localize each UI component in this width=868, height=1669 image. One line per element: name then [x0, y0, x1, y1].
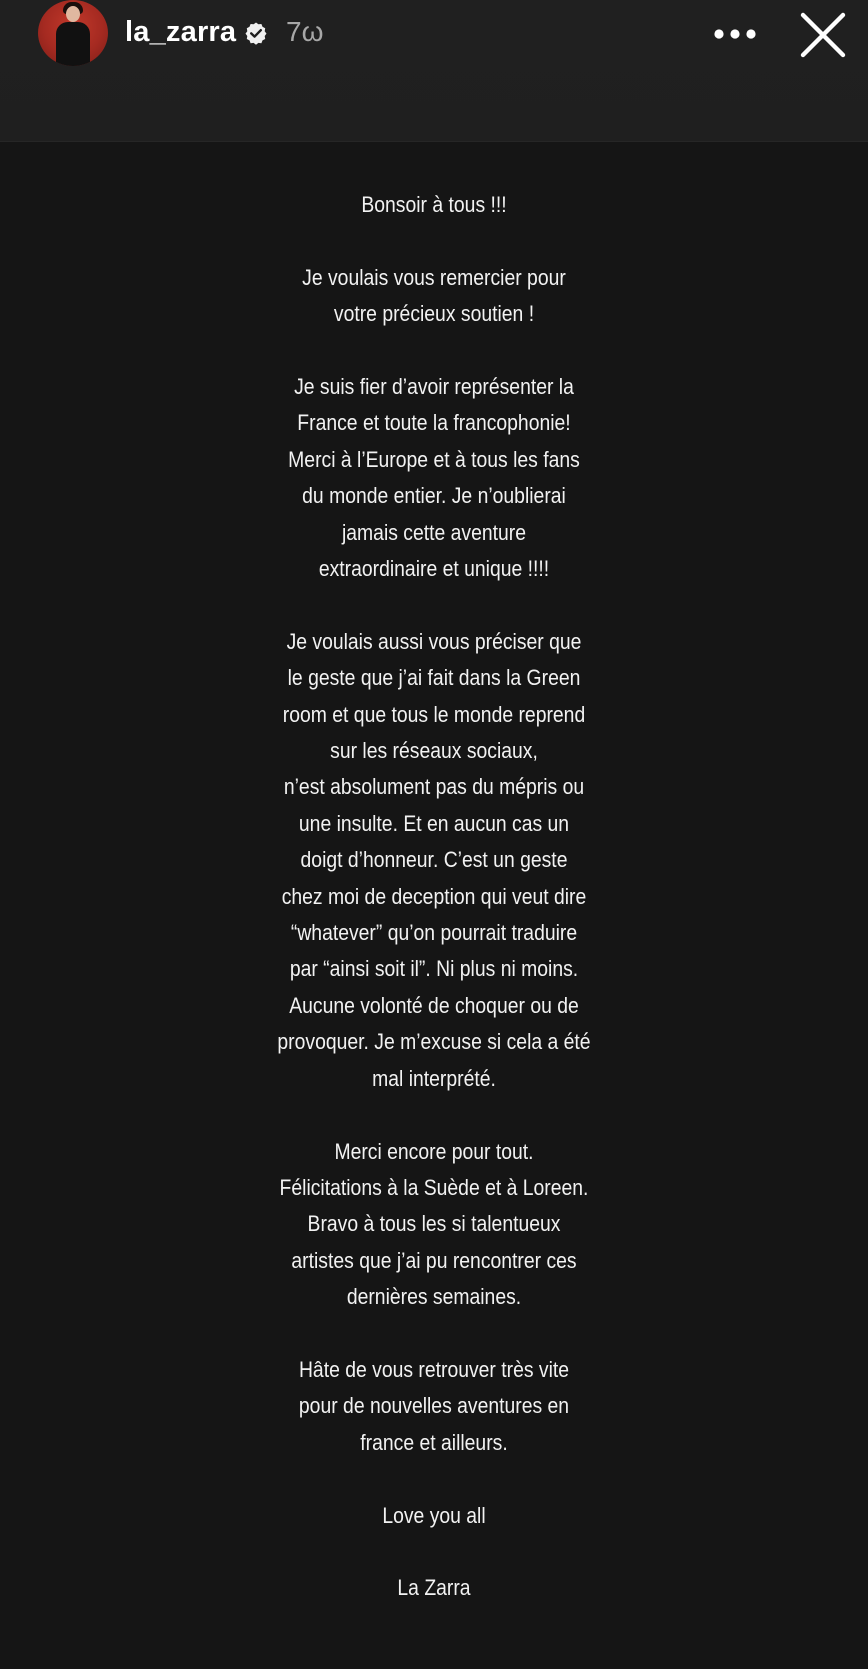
- story-paragraph: [52, 1570, 816, 1606]
- story-text-line: provoquer. Je m’excuse si cela a été: [277, 1029, 591, 1055]
- story-text-line: doigt d’honneur. C’est un geste: [300, 847, 568, 873]
- story-text-line: “whatever” qu’on pourrait traduire: [290, 920, 578, 946]
- more-options-icon[interactable]: [711, 22, 759, 46]
- story-text-line: mal interprété.: [372, 1065, 496, 1091]
- story-text-line: sur les réseaux sociaux,: [330, 738, 538, 764]
- story-timestamp: 7ω: [286, 16, 324, 47]
- story-paragraph: [52, 1498, 816, 1534]
- story-text-line: Félicitations à la Suède et à Loreen.: [279, 1174, 589, 1200]
- story-text-line: extraordinaire et unique !!!!: [318, 556, 550, 582]
- story-paragraph: [52, 187, 816, 223]
- story-header: [0, 0, 868, 142]
- story-paragraph: [52, 1134, 816, 1316]
- story-text-line: Bravo à tous les si talentueux: [307, 1211, 561, 1237]
- profile-avatar[interactable]: [38, 0, 108, 66]
- story-paragraph: [52, 260, 816, 333]
- story-text-line: par “ainsi soit il”. Ni plus ni moins.: [289, 956, 579, 982]
- story-text-line: La Zarra: [397, 1575, 471, 1601]
- story-text-line: du monde entier. Je n’oublierai: [302, 483, 566, 509]
- verified-badge-icon: [244, 21, 268, 45]
- story-text-line: Bonsoir à tous !!!: [361, 192, 507, 217]
- avatar-figure-body: [56, 22, 90, 66]
- story-text-line: votre précieux soutien !: [333, 301, 535, 327]
- story-text-line: Merci à l’Europe et à tous les fans: [288, 446, 580, 472]
- close-icon[interactable]: [798, 10, 848, 60]
- story-text-line: n’est absolument pas du mépris ou: [283, 774, 585, 800]
- story-text-line: France et toute la francophonie!: [297, 410, 571, 436]
- story-paragraph: [52, 624, 816, 1097]
- story-paragraph: [52, 1352, 816, 1461]
- story-paragraph: [52, 369, 816, 587]
- story-text-line: Hâte de vous retrouver très vite: [298, 1356, 570, 1382]
- story-text-line: Aucune volonté de choquer ou de: [289, 992, 579, 1018]
- avatar-figure-head: [66, 6, 80, 22]
- username[interactable]: la_zarra: [125, 16, 237, 48]
- story-text-line: chez moi de deception qui veut dire: [281, 883, 587, 909]
- story-text-line: pour de nouvelles aventures en: [298, 1393, 570, 1419]
- story-text-line: Je voulais aussi vous préciser que: [286, 628, 582, 654]
- story-text-line: Merci encore pour tout.: [334, 1138, 534, 1164]
- story-text-line: une insulte. Et en aucun cas un: [298, 810, 570, 836]
- story-text-line: Je voulais vous remercier pour: [302, 264, 566, 290]
- story-text-line: le geste que j’ai fait dans la Green: [287, 665, 581, 691]
- story-text-body: [52, 187, 816, 1607]
- story-text-line: room et que tous le monde reprend: [282, 701, 586, 727]
- story-text-line: artistes que j’ai pu rencontrer ces: [291, 1247, 577, 1273]
- story-text-line: jamais cette aventure: [341, 519, 527, 545]
- story-text-line: france et ailleurs.: [360, 1429, 508, 1455]
- story-text-line: dernières semaines.: [346, 1284, 522, 1310]
- story-text-line: Love you all: [382, 1502, 486, 1528]
- story-text-line: Je suis fier d’avoir représenter la: [294, 374, 574, 399]
